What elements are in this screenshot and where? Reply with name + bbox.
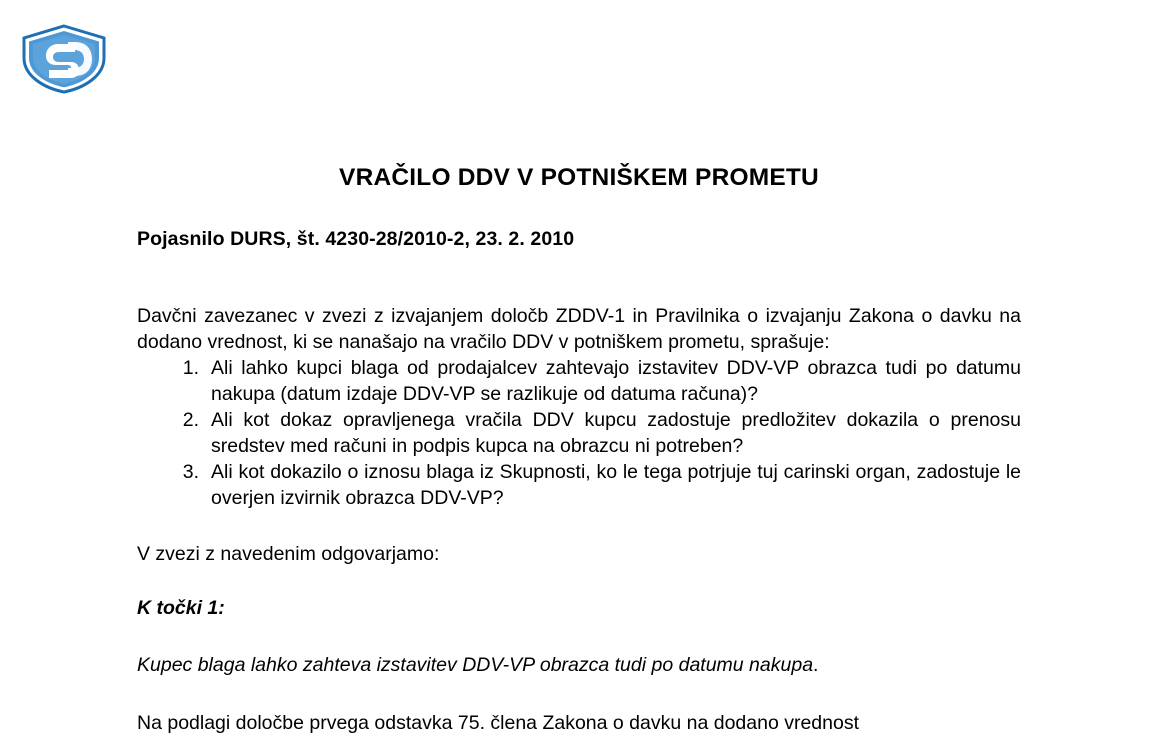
list-item: [165, 407, 1021, 459]
page-title: VRAČILO DDV V POTNIŠKEM PROMETU: [339, 164, 819, 191]
partial-paragraph: Na podlagi določbe prvega odstavka 75. člena Zakona o davku na dodano vrednost: [137, 711, 860, 734]
section-heading-1: K točki 1:: [137, 596, 225, 619]
answer-lead-paragraph: V zvezi z navedenim odgovarjamo:: [137, 542, 440, 565]
list-item-text: Ali kot dokazilo o iznosu blaga iz Skupnosti, ko le tega potrjuje tuj carinski organ, zadostuje le overjen izvirnik obrazca DDV-VP?: [211, 460, 1021, 509]
section-1-italic-text: Kupec blaga lahko zahteva izstavitev DDV-VP obrazca tudi po datumu nakupa: [137, 653, 814, 676]
list-item: [165, 459, 1021, 511]
list-item-number: 2.: [182, 408, 199, 431]
section-1-italic-tail: .: [813, 653, 819, 676]
list-item-number: 3.: [182, 460, 199, 483]
list-item-text: Ali kot dokaz opravljenega vračila DDV kupcu zadostuje predložitev dokazila o prenosu sredstev med računi in podpis kupca na obrazcu ni potreben?: [211, 408, 1021, 457]
intro-paragraph: Davčni zavezanec v zvezi z izvajanjem določb ZDDV-1 in Pravilnika o izvajanju Zakona o davku na dodano vrednost, ki se nanašajo na vračilo DDV v potniškem prometu, sprašuje:: [137, 304, 1021, 353]
list-item: [165, 355, 1021, 407]
sd-logo-icon: [18, 24, 110, 94]
document-subtitle: Pojasnilo DURS, št. 4230-28/2010-2, 23. 2. 2010: [137, 227, 575, 250]
section-1-italic-paragraph: [137, 652, 1021, 678]
question-list: [137, 355, 1021, 511]
list-item-number: 1.: [182, 356, 199, 379]
list-item-text: Ali lahko kupci blaga od prodajalcev zahtevajo izstavitev DDV-VP obrazca tudi po datumu nakupa (datum izdaje DDV-VP se razlikuje od datuma računa)?: [211, 356, 1021, 405]
document-content: [137, 0, 1021, 736]
